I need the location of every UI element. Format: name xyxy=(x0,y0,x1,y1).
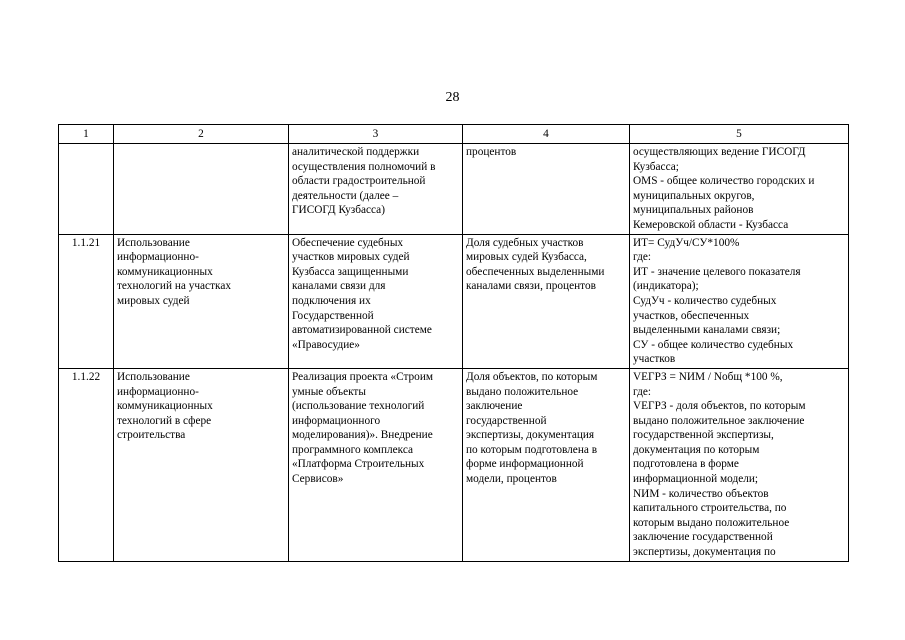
table-row xyxy=(59,144,849,235)
cell-text-line: (индикатора); xyxy=(633,280,699,293)
column-header-5: 5 xyxy=(630,125,849,144)
cell-text-line: Кемеровской области - Кузбасса xyxy=(633,218,789,231)
cell-formula xyxy=(630,368,849,561)
cell-text-line: выдано положительное заключение xyxy=(633,414,805,427)
cell-text-line: строительства xyxy=(117,429,186,442)
column-header-1: 1 xyxy=(59,125,114,144)
cell-name xyxy=(114,144,289,235)
cell-number: 1.1.21 xyxy=(59,234,114,368)
cell-text-line: автоматизированной системе xyxy=(292,324,432,337)
cell-description xyxy=(289,234,463,368)
cell-text-line: участков xyxy=(633,353,676,366)
cell-text-line: осуществляющих ведение ГИСОГД xyxy=(633,146,806,158)
cell-text-line: участков мировых судей xyxy=(292,251,410,264)
cell-text-line: аналитической поддержки xyxy=(292,146,420,158)
table-body xyxy=(59,144,849,562)
column-header-4: 4 xyxy=(463,125,630,144)
cell-text-line: умные объекты xyxy=(292,385,366,398)
cell-text-line: мировых судей Кузбасса, xyxy=(466,251,587,264)
cell-indicator xyxy=(463,144,630,235)
cell-text-line: области градостроительной xyxy=(292,175,426,188)
table-header-row xyxy=(59,125,849,144)
cell-number: 1.1.22 xyxy=(59,368,114,561)
cell-text-line: Обеспечение судебных xyxy=(292,236,404,249)
cell-text-line: государственной экспертизы, xyxy=(633,429,774,442)
cell-text-line: коммуникационных xyxy=(117,400,213,413)
cell-text-line: СудУч - количество судебных xyxy=(633,294,777,307)
cell-text-line: подготовлена в форме xyxy=(633,458,739,471)
cell-name xyxy=(114,368,289,561)
cell-text-line: информационной модели; xyxy=(633,473,759,486)
cell-text-line: муниципальных округов, xyxy=(633,189,755,202)
cell-text-line: СУ - общее количество судебных xyxy=(633,338,794,351)
cell-text-line: процентов xyxy=(466,146,517,158)
cell-text-line: Использование xyxy=(117,370,190,383)
page-number: 28 xyxy=(445,90,460,105)
cell-text-line: участков, обеспеченных xyxy=(633,309,750,322)
cell-text-line: технологий на участках xyxy=(117,280,231,293)
cell-indicator xyxy=(463,234,630,368)
cell-text-line: «Правосудие» xyxy=(292,338,360,351)
cell-text-line: заключение xyxy=(466,400,523,413)
cell-formula xyxy=(630,234,849,368)
cell-text-line: форме информационной xyxy=(466,458,584,471)
cell-text-line: государственной xyxy=(466,414,547,427)
table-row xyxy=(59,368,849,561)
cell-text-line: информационно- xyxy=(117,385,199,398)
cell-text-line: которым выдано положительное xyxy=(633,516,790,529)
cell-formula xyxy=(630,144,849,235)
cell-text-line: обеспеченных выделенными xyxy=(466,265,605,278)
cell-text-line: экспертизы, документация по xyxy=(633,546,776,559)
cell-text-line: VЕГРЗ = NИМ / Nобщ *100 %, xyxy=(633,370,783,383)
cell-text-line: Кузбасса; xyxy=(633,160,679,173)
cell-text-line: Реализация проекта «Строим xyxy=(292,370,434,383)
cell-text-line: «Платформа Строительных xyxy=(292,458,425,471)
cell-description xyxy=(289,144,463,235)
cell-description xyxy=(289,368,463,561)
cell-text-line: выделенными каналами связи; xyxy=(633,324,781,337)
column-header-2: 2 xyxy=(114,125,289,144)
cell-text-line: коммуникационных xyxy=(117,265,213,278)
cell-text-line: осуществления полномочий в xyxy=(292,160,436,173)
table-row xyxy=(59,234,849,368)
cell-text-line: информационного xyxy=(292,414,381,427)
cell-text-line: каналами связи, процентов xyxy=(466,280,596,293)
cell-text-line: экспертизы, документация xyxy=(466,429,595,442)
cell-text-line: каналами связи для xyxy=(292,280,386,293)
cell-text-line: Использование xyxy=(117,236,190,249)
cell-text-line: где: xyxy=(633,251,651,264)
cell-text-line: Доля судебных участков xyxy=(466,236,584,249)
cell-text-line: по которым подготовлена в xyxy=(466,443,598,456)
cell-text-line: муниципальных районов xyxy=(633,204,754,217)
column-header-3: 3 xyxy=(289,125,463,144)
cell-text-line: NИМ - количество объектов xyxy=(633,487,769,500)
cell-text-line: ГИСОГД Кузбасса) xyxy=(292,204,385,217)
cell-text-line: VЕГРЗ - доля объектов, по которым xyxy=(633,400,806,413)
cell-text-line: Кузбасса защищенными xyxy=(292,265,409,278)
cell-text-line: капитального строительства, по xyxy=(633,502,787,515)
cell-text-line: (использование технологий xyxy=(292,400,425,413)
cell-text-line: ИТ= СудУч/СУ*100% xyxy=(633,236,740,249)
cell-text-line: где: xyxy=(633,385,651,398)
cell-text-line: технологий в сфере xyxy=(117,414,212,427)
cell-text-line: подключения их xyxy=(292,294,371,307)
indicator-table xyxy=(58,124,849,562)
cell-text-line: Сервисов» xyxy=(292,473,344,486)
cell-text-line: Государственной xyxy=(292,309,374,322)
cell-number xyxy=(59,144,114,235)
cell-text-line: выдано положительное xyxy=(466,385,579,398)
cell-text-line: мировых судей xyxy=(117,294,190,307)
cell-indicator xyxy=(463,368,630,561)
cell-text-line: ИТ - значение целевого показателя xyxy=(633,265,801,278)
cell-name xyxy=(114,234,289,368)
cell-text-line: Доля объектов, по которым xyxy=(466,370,598,383)
cell-text-line: моделирования)». Внедрение xyxy=(292,429,433,442)
cell-text-line: OMS - общее количество городских и xyxy=(633,175,815,188)
cell-text-line: документация по которым xyxy=(633,443,760,456)
cell-text-line: модели, процентов xyxy=(466,473,557,486)
cell-text-line: заключение государственной xyxy=(633,531,773,544)
cell-text-line: деятельности (далее – xyxy=(292,189,399,202)
cell-text-line: информационно- xyxy=(117,251,199,264)
cell-text-line: программного комплекса xyxy=(292,443,414,456)
